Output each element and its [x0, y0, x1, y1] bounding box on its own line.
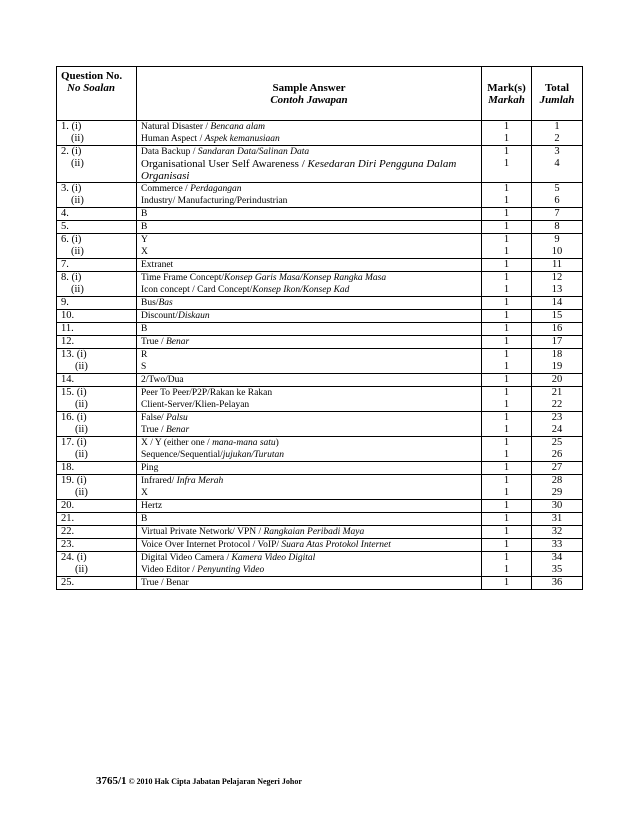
mark-value: 1	[503, 133, 510, 144]
total-cell	[532, 121, 583, 146]
total-cell	[532, 297, 583, 310]
mark-value: 1	[503, 399, 510, 410]
question-number: 8. (i)	[61, 272, 82, 283]
mark-value: 1	[503, 158, 510, 169]
marks-cell	[482, 577, 532, 590]
sample-answer-cell	[137, 526, 482, 539]
marking-scheme-table	[56, 66, 583, 590]
total-cell	[532, 539, 583, 552]
total-value: 18	[551, 349, 563, 360]
mark-value: 1	[503, 462, 510, 473]
answer-line: Commerce / Perdagangan	[141, 184, 242, 194]
sample-answer-cell	[137, 221, 482, 234]
sample-answer-cell	[137, 208, 482, 221]
marks-cell	[482, 221, 532, 234]
sub-question-number: (ii)	[71, 284, 84, 295]
total-header-ms: Jumlah	[539, 93, 575, 106]
question-number: 4.	[61, 208, 69, 219]
answer-line: Infrared/ Infra Merah	[141, 476, 224, 486]
question-number-cell	[57, 336, 137, 349]
question-number-cell	[57, 412, 137, 437]
marks-cell	[482, 475, 532, 500]
answer-line-ii: S	[141, 362, 147, 372]
question-number: 21.	[61, 513, 75, 524]
sample-answer-cell	[137, 297, 482, 310]
total-value: 27	[551, 462, 563, 473]
question-number-cell	[57, 526, 137, 539]
question-number: 6. (i)	[61, 234, 82, 245]
table-row	[57, 349, 583, 374]
sub-question-number: (ii)	[71, 195, 84, 206]
question-number-cell	[57, 310, 137, 323]
total-value: 26	[551, 449, 563, 460]
answer-line: B	[141, 222, 148, 232]
table-row	[57, 387, 583, 412]
answer-line: Discount/Diskaun	[141, 311, 210, 321]
question-number: 24. (i)	[61, 552, 87, 563]
question-number-cell	[57, 221, 137, 234]
marks-cell	[482, 323, 532, 336]
question-number: 13. (i)	[61, 349, 87, 360]
question-number-cell	[57, 146, 137, 183]
sub-question-number: (ii)	[71, 133, 84, 144]
sample-answer-cell	[137, 462, 482, 475]
marks-cell	[482, 349, 532, 374]
question-number: 7.	[61, 259, 69, 270]
question-number: 15. (i)	[61, 387, 87, 398]
total-value: 28	[551, 475, 563, 486]
question-number: 3. (i)	[61, 183, 82, 194]
question-number-cell	[57, 462, 137, 475]
total-cell	[532, 259, 583, 272]
total-value: 13	[551, 284, 563, 295]
total-cell	[532, 374, 583, 387]
table-row	[57, 234, 583, 259]
sample-answer-cell	[137, 259, 482, 272]
question-header-ms: No Soalan	[67, 82, 115, 94]
total-value: 15	[551, 310, 563, 321]
marks-header-ms: Markah	[488, 93, 525, 106]
marks-cell	[482, 462, 532, 475]
total-value: 33	[551, 539, 563, 550]
sub-question-number: (ii)	[71, 158, 84, 169]
total-value: 32	[551, 526, 563, 537]
sample-answer-cell	[137, 146, 482, 183]
table-row	[57, 310, 583, 323]
total-cell	[532, 323, 583, 336]
mark-value: 1	[503, 475, 510, 486]
mark-value: 1	[503, 272, 510, 283]
total-header-en: Total	[544, 81, 570, 94]
mark-value: 1	[503, 412, 510, 423]
answer-line: Hertz	[141, 501, 163, 511]
total-value: 20	[551, 374, 563, 385]
sub-question-number: (ii)	[75, 564, 88, 575]
answer-line: True / Benar	[141, 578, 189, 588]
sample-answer-cell	[137, 437, 482, 462]
marks-cell	[482, 146, 532, 183]
total-value: 10	[551, 246, 563, 257]
total-value: 16	[551, 323, 563, 334]
mark-value: 1	[503, 513, 510, 524]
mark-value: 1	[503, 349, 510, 360]
question-number-cell	[57, 539, 137, 552]
table-row	[57, 475, 583, 500]
marks-cell	[482, 336, 532, 349]
table-row	[57, 437, 583, 462]
answer-line-ii: Client-Server/Klien-Pelayan	[141, 400, 250, 410]
total-cell	[532, 500, 583, 513]
question-number: 23.	[61, 539, 75, 550]
total-value: 9	[554, 234, 560, 245]
marks-cell	[482, 121, 532, 146]
total-cell	[532, 387, 583, 412]
answer-line: B	[141, 324, 148, 334]
table-row	[57, 146, 583, 183]
mark-value: 1	[503, 577, 510, 588]
question-number-cell	[57, 387, 137, 412]
answer-line-ii: True / Benar	[141, 425, 190, 435]
answer-line: R	[141, 350, 148, 360]
question-number: 14.	[61, 374, 75, 385]
table-row	[57, 259, 583, 272]
total-cell	[532, 513, 583, 526]
answer-line: Extranet	[141, 260, 174, 270]
sub-question-number: (ii)	[75, 424, 88, 435]
total-value: 12	[551, 272, 563, 283]
question-number-header	[57, 67, 137, 121]
mark-value: 1	[503, 564, 510, 575]
answer-line-ii: Human Aspect / Aspek kemanusiaan	[141, 134, 280, 144]
marks-cell	[482, 208, 532, 221]
question-number-cell	[57, 259, 137, 272]
marks-cell	[482, 259, 532, 272]
mark-value: 1	[503, 336, 510, 347]
total-value: 17	[551, 336, 563, 347]
total-cell	[532, 336, 583, 349]
mark-value: 1	[503, 387, 510, 398]
marks-header-en: Mark(s)	[487, 81, 526, 94]
sample-answer-cell	[137, 336, 482, 349]
question-number-cell	[57, 552, 137, 577]
total-cell	[532, 146, 583, 183]
total-value: 3	[554, 146, 560, 157]
mark-value: 1	[503, 208, 510, 219]
question-number: 10.	[61, 310, 75, 321]
answer-line-ii: Icon concept / Card Concept/Konsep Ikon/Konsep Kad	[141, 285, 350, 295]
mark-value: 1	[503, 297, 510, 308]
table-row	[57, 121, 583, 146]
mark-value: 1	[503, 234, 510, 245]
answer-line-ii: X	[141, 247, 148, 257]
question-number: 20.	[61, 500, 75, 511]
total-cell	[532, 526, 583, 539]
mark-value: 1	[503, 487, 510, 498]
total-value: 25	[551, 437, 563, 448]
question-number-cell	[57, 374, 137, 387]
mark-value: 1	[503, 500, 510, 511]
marks-cell	[482, 387, 532, 412]
answer-line: Y	[141, 235, 148, 245]
mark-value: 1	[503, 526, 510, 537]
marks-cell	[482, 437, 532, 462]
answer-line: B	[141, 209, 148, 219]
sample-answer-cell	[137, 387, 482, 412]
answer-header-en: Sample Answer	[272, 81, 346, 94]
mark-value: 1	[503, 552, 510, 563]
table-row	[57, 183, 583, 208]
total-cell	[532, 272, 583, 297]
sample-answer-cell	[137, 272, 482, 297]
table-row	[57, 374, 583, 387]
question-number-cell	[57, 234, 137, 259]
sample-answer-cell	[137, 552, 482, 577]
mark-value: 1	[503, 310, 510, 321]
sample-answer-cell	[137, 577, 482, 590]
question-number: 5.	[61, 221, 69, 232]
question-number: 16. (i)	[61, 412, 87, 423]
total-value: 21	[551, 387, 563, 398]
marks-cell	[482, 539, 532, 552]
mark-value: 1	[503, 259, 510, 270]
total-value: 36	[551, 577, 563, 588]
copyright-notice: © 2010 Hak Cipta Jabatan Pelajaran Negeri Johor	[128, 777, 302, 786]
mark-value: 1	[503, 195, 510, 206]
sub-question-number: (ii)	[75, 361, 88, 372]
answer-line: 2/Two/Dua	[141, 375, 184, 385]
mark-value: 1	[503, 424, 510, 435]
total-value: 24	[551, 424, 563, 435]
answer-line: Bus/Bas	[141, 298, 173, 308]
answer-line-ii: Sequence/Sequential/jujukan/Turutan	[141, 450, 285, 460]
mark-value: 1	[503, 183, 510, 194]
total-value: 2	[554, 133, 560, 144]
total-value: 8	[554, 221, 560, 232]
sub-question-number: (ii)	[75, 449, 88, 460]
marks-cell	[482, 183, 532, 208]
sample-answer-cell	[137, 310, 482, 323]
total-value: 7	[554, 208, 560, 219]
total-cell	[532, 221, 583, 234]
table-row	[57, 513, 583, 526]
table-header-row	[57, 67, 583, 121]
marks-cell	[482, 272, 532, 297]
question-number: 2. (i)	[61, 146, 82, 157]
total-cell	[532, 577, 583, 590]
answer-line: Data Backup / Sandaran Data/Salinan Data	[141, 147, 310, 157]
answer-line-ii: Organisational User Self Awareness / Kesedaran Diri Pengguna Dalam Organisasi	[141, 158, 457, 182]
mark-value: 1	[503, 246, 510, 257]
question-number: 11.	[61, 323, 74, 334]
table-row	[57, 577, 583, 590]
answer-line: Natural Disaster / Bencana alam	[141, 122, 266, 132]
mark-value: 1	[503, 284, 510, 295]
marks-cell	[482, 500, 532, 513]
table-row	[57, 552, 583, 577]
mark-value: 1	[503, 323, 510, 334]
marks-cell	[482, 310, 532, 323]
answer-line: Time Frame Concept/Konsep Garis Masa/Konsep Rangka Masa	[141, 273, 387, 283]
question-number-cell	[57, 121, 137, 146]
sample-answer-cell	[137, 349, 482, 374]
table-row	[57, 323, 583, 336]
answer-line: True / Benar	[141, 337, 190, 347]
sample-answer-cell	[137, 234, 482, 259]
mark-value: 1	[503, 539, 510, 550]
total-cell	[532, 349, 583, 374]
mark-value: 1	[503, 361, 510, 372]
sample-answer-header	[137, 67, 482, 121]
total-cell	[532, 552, 583, 577]
question-number: 25.	[61, 577, 75, 588]
total-value: 6	[554, 195, 560, 206]
question-number-cell	[57, 475, 137, 500]
marks-cell	[482, 513, 532, 526]
total-header	[532, 67, 583, 121]
marks-cell	[482, 234, 532, 259]
question-number-cell	[57, 349, 137, 374]
answer-line: X / Y (either one / mana-mana satu)	[141, 438, 279, 448]
sample-answer-cell	[137, 323, 482, 336]
table-row	[57, 221, 583, 234]
answer-header-ms: Contoh Jawapan	[270, 93, 348, 106]
total-value: 5	[554, 183, 560, 194]
sample-answer-cell	[137, 475, 482, 500]
page-footer	[96, 775, 302, 787]
marks-cell	[482, 297, 532, 310]
mark-value: 1	[503, 437, 510, 448]
answer-line-ii: Video Editor / Penyunting Video	[141, 565, 265, 575]
total-value: 22	[551, 399, 563, 410]
answer-line: Voice Over Internet Protocol / VoIP/ Suara Atas Protokol Internet	[141, 540, 391, 550]
answer-line: Virtual Private Network/ VPN / Rangkaian Peribadi Maya	[141, 527, 365, 537]
table-row	[57, 462, 583, 475]
total-cell	[532, 208, 583, 221]
total-cell	[532, 437, 583, 462]
question-number-cell	[57, 500, 137, 513]
table-row	[57, 526, 583, 539]
table-row	[57, 272, 583, 297]
question-number: 1. (i)	[61, 121, 82, 132]
answer-line: B	[141, 514, 148, 524]
total-cell	[532, 475, 583, 500]
question-number: 9.	[61, 297, 69, 308]
question-header-en: Question No.	[61, 70, 123, 82]
total-cell	[532, 183, 583, 208]
sub-question-number: (ii)	[75, 487, 88, 498]
sample-answer-cell	[137, 412, 482, 437]
paper-code: 3765/1	[96, 775, 127, 787]
question-number: 19. (i)	[61, 475, 87, 486]
marks-cell	[482, 412, 532, 437]
mark-value: 1	[503, 121, 510, 132]
sample-answer-cell	[137, 500, 482, 513]
question-number-cell	[57, 437, 137, 462]
question-number: 12.	[61, 336, 75, 347]
answer-line: False/ Palsu	[141, 413, 188, 423]
answer-line: Ping	[141, 463, 159, 473]
sample-answer-cell	[137, 121, 482, 146]
marks-cell	[482, 526, 532, 539]
sub-question-number: (ii)	[75, 399, 88, 410]
total-cell	[532, 310, 583, 323]
total-value: 14	[551, 297, 563, 308]
sample-answer-cell	[137, 539, 482, 552]
question-number-cell	[57, 208, 137, 221]
table-row	[57, 539, 583, 552]
table-row	[57, 500, 583, 513]
sample-answer-cell	[137, 374, 482, 387]
mark-value: 1	[503, 374, 510, 385]
total-cell	[532, 412, 583, 437]
sample-answer-cell	[137, 513, 482, 526]
mark-value: 1	[503, 221, 510, 232]
marks-cell	[482, 552, 532, 577]
total-value: 1	[554, 121, 560, 132]
sample-answer-cell	[137, 183, 482, 208]
table-row	[57, 208, 583, 221]
question-number-cell	[57, 297, 137, 310]
table-row	[57, 336, 583, 349]
marks-header	[482, 67, 532, 121]
question-number: 18.	[61, 462, 75, 473]
marks-cell	[482, 374, 532, 387]
table-row	[57, 297, 583, 310]
total-cell	[532, 462, 583, 475]
answer-line-ii: X	[141, 488, 148, 498]
question-number-cell	[57, 183, 137, 208]
mark-value: 1	[503, 146, 510, 157]
total-value: 23	[551, 412, 563, 423]
total-cell	[532, 234, 583, 259]
total-value: 30	[551, 500, 563, 511]
question-number-cell	[57, 513, 137, 526]
total-value: 31	[551, 513, 563, 524]
total-value: 19	[551, 361, 563, 372]
answer-line-ii: Industry/ Manufacturing/Perindustrian	[141, 196, 288, 206]
total-value: 34	[551, 552, 563, 563]
total-value: 11	[551, 259, 563, 270]
total-value: 4	[554, 158, 560, 169]
question-number-cell	[57, 577, 137, 590]
answer-line: Peer To Peer/P2P/Rakan ke Rakan	[141, 388, 273, 398]
question-number-cell	[57, 272, 137, 297]
answer-line: Digital Video Camera / Kamera Video Digital	[141, 553, 316, 563]
total-value: 29	[551, 487, 563, 498]
mark-value: 1	[503, 449, 510, 460]
table-row	[57, 412, 583, 437]
question-number-cell	[57, 323, 137, 336]
sub-question-number: (ii)	[71, 246, 84, 257]
question-number: 17. (i)	[61, 437, 87, 448]
question-number: 22.	[61, 526, 75, 537]
total-value: 35	[551, 564, 563, 575]
